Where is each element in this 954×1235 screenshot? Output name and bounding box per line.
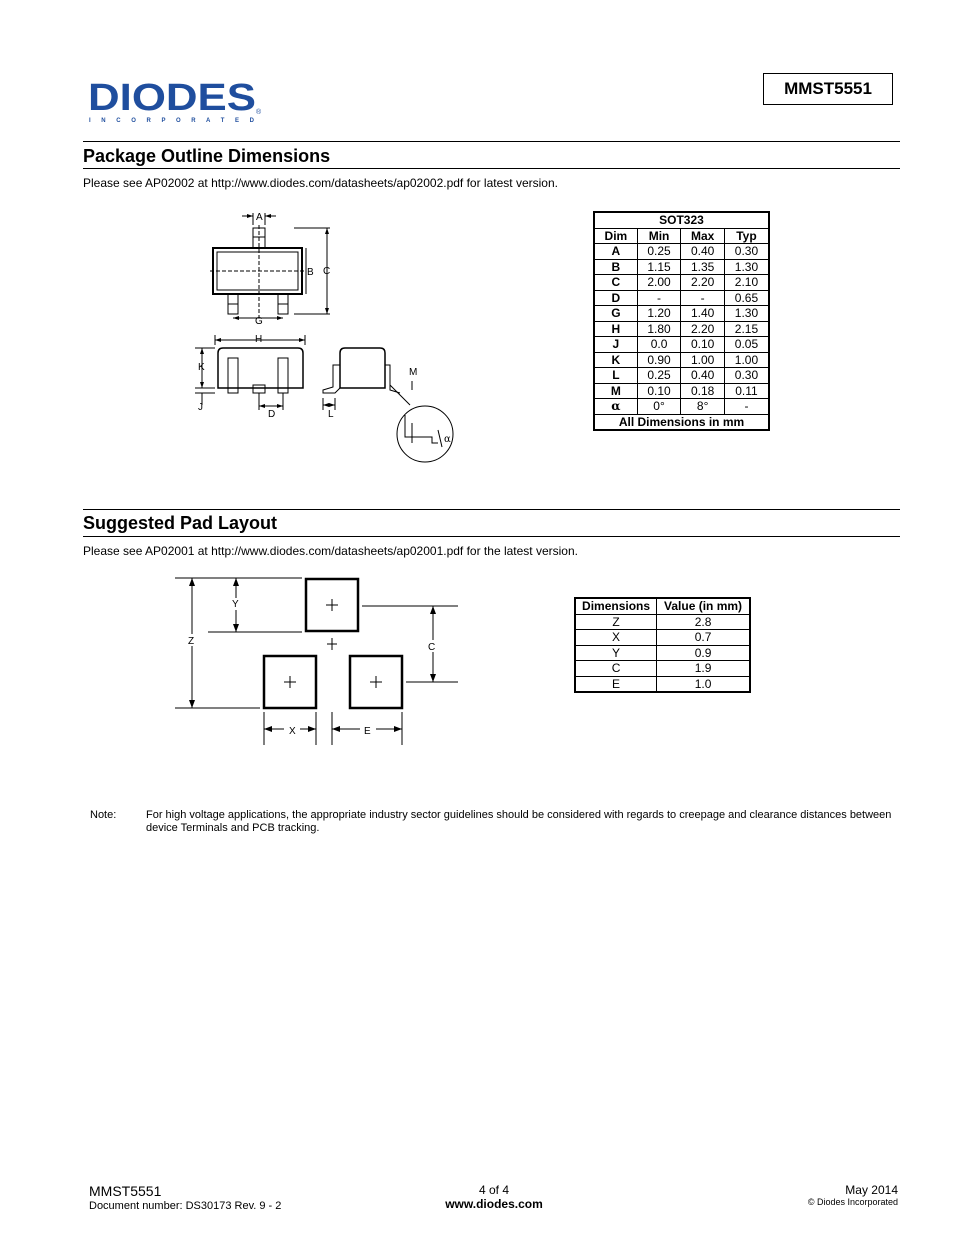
table-cell: - — [637, 290, 681, 306]
table-row — [594, 368, 769, 384]
section-rule-bottom — [83, 536, 900, 537]
table-cell: 1.0 — [657, 676, 750, 692]
table-cell: - — [724, 399, 769, 415]
table-cell: 0.30 — [724, 244, 769, 260]
label-j: J — [198, 402, 203, 413]
label-l: L — [328, 409, 334, 420]
table-cell: X — [575, 630, 657, 646]
col-header: Dim — [594, 228, 637, 244]
table-cell: L — [594, 368, 637, 384]
table-cell: 0.25 — [637, 368, 681, 384]
pad-layout-drawing — [170, 570, 470, 750]
table-cell: 2.00 — [637, 275, 681, 291]
footer-doc: Document number: DS30173 Rev. 9 - 2 — [89, 1200, 282, 1212]
table-row — [594, 383, 769, 399]
table-row — [594, 306, 769, 322]
table-cell: 2.10 — [724, 275, 769, 291]
table-cell: 1.40 — [681, 306, 725, 322]
section-rule-top — [83, 509, 900, 510]
footer-page: 4 of 4 — [478, 1183, 510, 1197]
label-h: H — [255, 334, 263, 345]
table-cell: A — [594, 244, 637, 260]
table-row — [594, 290, 769, 306]
label-x: X — [289, 726, 296, 737]
label-g: G — [255, 316, 263, 327]
table-cell: Y — [575, 645, 657, 661]
part-number: MMST5551 — [784, 79, 872, 98]
table-row — [594, 321, 769, 337]
label-c: C — [323, 266, 331, 277]
table-cell: 0.10 — [681, 337, 725, 353]
table-cell: 0.40 — [681, 244, 725, 260]
table-row — [575, 645, 750, 661]
table-cell: H — [594, 321, 637, 337]
table-cell: α — [594, 399, 637, 415]
table-cell: 1.20 — [637, 306, 681, 322]
label-m: M — [409, 367, 418, 378]
table-cell: 1.00 — [724, 352, 769, 368]
col-header: Typ — [724, 228, 769, 244]
part-number-box — [763, 73, 893, 105]
table-cell: G — [594, 306, 637, 322]
table-cell: 0.18 — [681, 383, 725, 399]
table-row — [594, 244, 769, 260]
table-cell: M — [594, 383, 637, 399]
diodes-logo — [88, 78, 268, 126]
label-k: K — [198, 362, 205, 373]
table-cell: Z — [575, 614, 657, 630]
col-header: Max — [681, 228, 725, 244]
table-cell: 0.10 — [637, 383, 681, 399]
footer-part: MMST5551 — [89, 1183, 162, 1199]
table-cell: 1.30 — [724, 259, 769, 275]
table-cell: C — [594, 275, 637, 291]
table-cell: 2.15 — [724, 321, 769, 337]
table-cell: 0.40 — [681, 368, 725, 384]
table-cell: E — [575, 676, 657, 692]
logo-reg: ® — [256, 109, 262, 116]
table-cell: 0.0 — [637, 337, 681, 353]
sot323-table — [593, 211, 770, 431]
table-cell: 2.20 — [681, 321, 725, 337]
table-cell: 0.25 — [637, 244, 681, 260]
table-cell: - — [681, 290, 725, 306]
label-e: E — [364, 726, 371, 737]
table-cell: 8° — [681, 399, 725, 415]
footer-url[interactable]: www.diodes.com — [445, 1197, 543, 1211]
table-cell: 0.30 — [724, 368, 769, 384]
table-cell: 0.7 — [657, 630, 750, 646]
section-rule-bottom — [83, 168, 900, 169]
table-cell: 0° — [637, 399, 681, 415]
table-row — [594, 275, 769, 291]
col-header: Value (in mm) — [657, 598, 750, 614]
table-cell: 1.9 — [657, 661, 750, 677]
col-header: Dimensions — [575, 598, 657, 614]
label-b: B — [307, 267, 314, 278]
table-cell: 1.80 — [637, 321, 681, 337]
table-cell: 1.00 — [681, 352, 725, 368]
section-rule-top — [83, 141, 900, 142]
table-cell: C — [575, 661, 657, 677]
table-cell: J — [594, 337, 637, 353]
table-cell: 1.30 — [724, 306, 769, 322]
table-row — [594, 337, 769, 353]
table-cell: 1.15 — [637, 259, 681, 275]
table-row — [575, 630, 750, 646]
sot323-footer: All Dimensions in mm — [594, 414, 769, 430]
sot323-title: SOT323 — [594, 212, 769, 228]
label-d: D — [268, 409, 276, 420]
label-c: C — [428, 642, 436, 653]
table-cell: 2.8 — [657, 614, 750, 630]
table-row — [575, 614, 750, 630]
label-y: Y — [232, 599, 239, 610]
package-outline-title: Package Outline Dimensions — [83, 146, 331, 166]
pad-dimensions-table — [574, 597, 751, 693]
note-label: Note: — [90, 809, 117, 821]
table-cell: D — [594, 290, 637, 306]
table-cell: 0.65 — [724, 290, 769, 306]
footer-date: May 2014 — [845, 1183, 898, 1197]
table-cell: B — [594, 259, 637, 275]
label-a: A — [256, 212, 263, 223]
table-cell: 0.05 — [724, 337, 769, 353]
table-cell: 1.35 — [681, 259, 725, 275]
logo-text: DIODES — [88, 78, 256, 119]
label-z: Z — [188, 636, 195, 647]
table-row — [575, 676, 750, 692]
note-text: For high voltage applications, the appropriate industry sector guidelines should be considered with regards to creepage and clearance distances between device Terminals and PCB tracking. — [146, 809, 892, 834]
pad-layout-title: Suggested Pad Layout — [83, 513, 278, 533]
col-header: Min — [637, 228, 681, 244]
table-cell: 0.11 — [724, 383, 769, 399]
table-cell: 2.20 — [681, 275, 725, 291]
logo-sub: I N C O R P O R A T E D — [89, 118, 254, 124]
table-cell: 0.90 — [637, 352, 681, 368]
table-cell: K — [594, 352, 637, 368]
table-cell: 0.9 — [657, 645, 750, 661]
table-row — [594, 352, 769, 368]
table-row — [594, 259, 769, 275]
table-row — [575, 661, 750, 677]
package-outline-drawing — [190, 205, 460, 470]
label-alpha: α — [444, 434, 451, 445]
pad-layout-note: Please see AP02001 at http://www.diodes.com/datasheets/ap02001.pdf for the latest version. — [83, 544, 578, 558]
package-outline-note: Please see AP02002 at http://www.diodes.com/datasheets/ap02002.pdf for latest version. — [83, 176, 558, 190]
table-row — [594, 399, 769, 415]
footer-copyright: © Diodes Incorporated — [807, 1197, 898, 1207]
